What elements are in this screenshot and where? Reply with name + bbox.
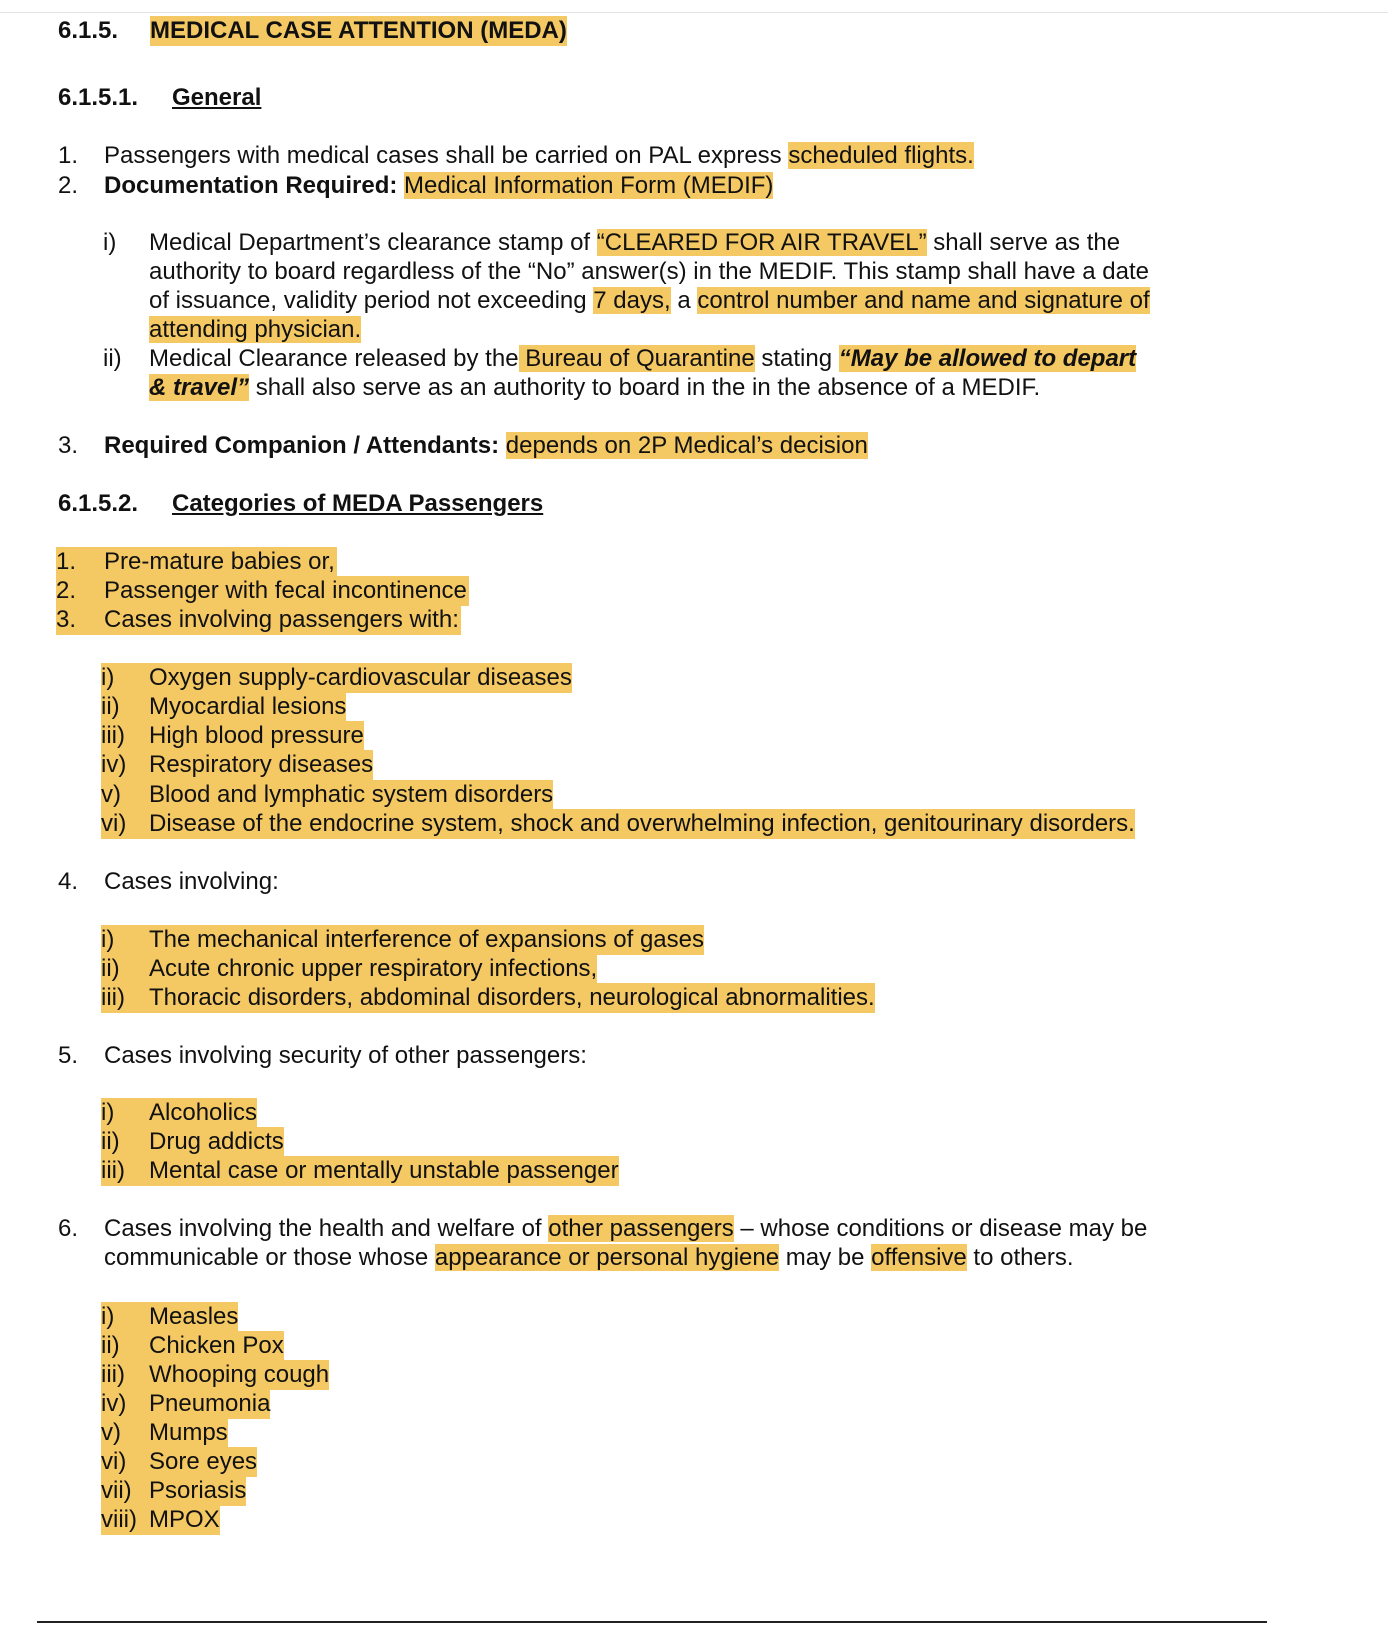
- sub-item-number: ii): [101, 693, 120, 720]
- highlight-text: & travel”: [149, 374, 250, 401]
- sub-list-item: [101, 1476, 246, 1506]
- subsection-heading-general: [58, 83, 262, 113]
- sub-item-text: Myocardial lesions: [149, 693, 347, 720]
- list-text: [104, 171, 773, 201]
- sub-item-number: vi): [101, 1448, 127, 1475]
- list-item: [56, 576, 469, 606]
- sub-item-number: ii): [101, 1128, 120, 1155]
- sub-list-item: [101, 1418, 228, 1448]
- sub-list-item: [101, 1389, 270, 1419]
- highlight-text: appearance or personal hygiene: [434, 1244, 780, 1271]
- subsection-number: 6.1.5.1.: [58, 84, 139, 111]
- sub-list-item: [101, 750, 373, 780]
- subsection-title: Categories of MEDA Passengers: [172, 490, 544, 517]
- sub-item-number: vi): [101, 810, 127, 837]
- subsection-title: General: [172, 84, 262, 111]
- list-number: 6.: [58, 1215, 79, 1242]
- item-label: Documentation Required:: [104, 172, 405, 199]
- sub-item-text: MPOX: [149, 1506, 220, 1533]
- sub-item-line: [149, 344, 1136, 374]
- text-segment: Medical Department’s clearance stamp of: [149, 229, 597, 256]
- sub-item-number: i): [101, 1303, 115, 1330]
- sub-item-number: v): [101, 781, 121, 808]
- highlight-text: 7 days,: [593, 287, 671, 314]
- sub-item-text: Psoriasis: [149, 1477, 247, 1504]
- list-number: 2.: [56, 577, 77, 604]
- page-bottom-rule: [37, 1621, 1267, 1623]
- text-segment: – whose conditions or disease may be: [733, 1215, 1148, 1242]
- sub-item-number: i): [101, 926, 115, 953]
- sub-item-text: Oxygen supply-cardiovascular diseases: [149, 664, 572, 691]
- sub-item-text: Respiratory diseases: [149, 751, 374, 778]
- list-text: [104, 141, 974, 171]
- sub-item-text: Blood and lymphatic system disorders: [149, 781, 554, 808]
- highlight-text: scheduled flights.: [788, 142, 974, 169]
- text-segment: of issuance, validity period not exceeding: [149, 287, 594, 314]
- list-number: 4.: [58, 868, 79, 895]
- text-segment: shall serve as the: [926, 229, 1121, 256]
- list-number: 1.: [56, 548, 77, 575]
- list-text: Passenger with fecal incontinence: [104, 577, 467, 604]
- sub-item-number: i): [101, 664, 115, 691]
- sub-list-item: [101, 1331, 284, 1361]
- highlight-text: “May be allowed to depart: [838, 345, 1137, 372]
- section-number: 6.1.5.: [58, 17, 119, 44]
- sub-item-number: iv): [101, 1390, 127, 1417]
- sub-item-text: High blood pressure: [149, 722, 364, 749]
- list-number: 5.: [58, 1042, 79, 1069]
- sub-list-item: [101, 1098, 257, 1128]
- list-number: 2.: [58, 172, 79, 199]
- page-top-border: [0, 12, 1388, 13]
- text-segment: may be: [779, 1244, 872, 1271]
- sub-item-number: iii): [101, 984, 125, 1011]
- sub-item-number: ii): [103, 345, 122, 372]
- sub-item-number: ii): [101, 955, 120, 982]
- list-item: [56, 605, 461, 635]
- list-text: Pre-mature babies or,: [104, 548, 335, 575]
- sub-list-item: [101, 780, 553, 810]
- text-segment: shall also serve as an authority to board in the in the absence of a MEDIF.: [249, 374, 1041, 401]
- sub-item-number: iv): [101, 751, 127, 778]
- list-text: [104, 1214, 1147, 1244]
- sub-item-number: viii): [101, 1506, 137, 1533]
- sub-item-text: The mechanical interference of expansions of gases: [149, 926, 704, 953]
- text-segment: Medical Clearance released by the: [149, 345, 519, 372]
- sub-item-line: [149, 373, 1040, 403]
- highlight-text: attending physician.: [149, 316, 362, 343]
- sub-list-item: [101, 1505, 220, 1535]
- sub-list-item: [101, 925, 704, 955]
- text-segment: to others.: [966, 1244, 1074, 1271]
- sub-list-item: [101, 1302, 238, 1332]
- sub-item-line: [149, 286, 1150, 316]
- sub-item-number: i): [103, 229, 117, 256]
- sub-item-number: iii): [101, 1361, 125, 1388]
- sub-item-text: Disease of the endocrine system, shock and overwhelming infection, genitourinary disorders.: [149, 810, 1135, 837]
- subsection-number: 6.1.5.2.: [58, 490, 139, 517]
- sub-list-item: [101, 983, 875, 1013]
- section-title: MEDICAL CASE ATTENTION (MEDA): [150, 17, 567, 44]
- sub-item-text: Chicken Pox: [149, 1332, 284, 1359]
- text-segment: a: [670, 287, 698, 314]
- sub-item-text: Acute chronic upper respiratory infections,: [149, 955, 598, 982]
- sub-item-text: Drug addicts: [149, 1128, 284, 1155]
- text-segment: communicable or those whose: [104, 1244, 435, 1271]
- sub-item-text: Pneumonia: [149, 1390, 271, 1417]
- sub-item-line: [149, 228, 1120, 258]
- sub-list-item: [101, 1447, 257, 1477]
- highlight-text: Bureau of Quarantine: [518, 345, 755, 372]
- highlight-text: depends on 2P Medical’s decision: [505, 432, 868, 459]
- sub-item-text: Whooping cough: [149, 1361, 330, 1388]
- list-number: 3.: [56, 606, 77, 633]
- highlight-text: control number and name and signature of: [697, 287, 1150, 314]
- sub-item-text: Mumps: [149, 1419, 228, 1446]
- item-label: Required Companion / Attendants:: [104, 432, 506, 459]
- sub-item-text: Sore eyes: [149, 1448, 258, 1475]
- subsection-heading-categories: [58, 489, 544, 519]
- list-number: 3.: [58, 432, 79, 459]
- sub-item-number: iii): [101, 722, 125, 749]
- sub-item-text: Mental case or mentally unstable passenger: [149, 1157, 619, 1184]
- item-text: Passengers with medical cases shall be carried on PAL express: [104, 142, 789, 169]
- sub-item-number: ii): [101, 1332, 120, 1359]
- list-text: Cases involving security of other passengers:: [104, 1042, 587, 1069]
- sub-item-number: iii): [101, 1157, 125, 1184]
- list-text: Cases involving:: [104, 868, 279, 895]
- text-segment: stating: [754, 345, 839, 372]
- highlight-text: “CLEARED FOR AIR TRAVEL”: [596, 229, 927, 256]
- sub-item-number: v): [101, 1419, 121, 1446]
- sub-list-item: [101, 1127, 284, 1157]
- sub-item-line: authority to board regardless of the “No” answer(s) in the MEDIF. This stamp shall have a date: [149, 258, 1150, 285]
- sub-item-text: Measles: [149, 1303, 239, 1330]
- sub-list-item: [101, 1360, 329, 1390]
- sub-list-item: [101, 954, 597, 984]
- sub-item-text: Alcoholics: [149, 1099, 258, 1126]
- text-segment: Cases involving the health and welfare of: [104, 1215, 549, 1242]
- sub-list-item: [101, 692, 346, 722]
- sub-list-item: [101, 721, 364, 751]
- list-text-continued: [104, 1243, 1074, 1273]
- highlight-text: Medical Information Form (MEDIF): [404, 172, 774, 199]
- list-text: Cases involving passengers with:: [104, 606, 459, 633]
- sub-item-number: vii): [101, 1477, 132, 1504]
- sub-item-line: [149, 315, 361, 345]
- highlight-text: other passengers: [548, 1215, 734, 1242]
- sub-item-text: Thoracic disorders, abdominal disorders, neurological abnormalities.: [149, 984, 875, 1011]
- sub-item-number: i): [101, 1099, 115, 1126]
- list-item: [56, 547, 337, 577]
- section-heading: [58, 16, 567, 46]
- sub-list-item: [101, 1156, 619, 1186]
- list-text: [104, 431, 868, 461]
- sub-list-item: [101, 663, 572, 693]
- highlight-text: offensive: [871, 1244, 967, 1271]
- sub-list-item: [101, 809, 1135, 839]
- list-number: 1.: [58, 142, 79, 169]
